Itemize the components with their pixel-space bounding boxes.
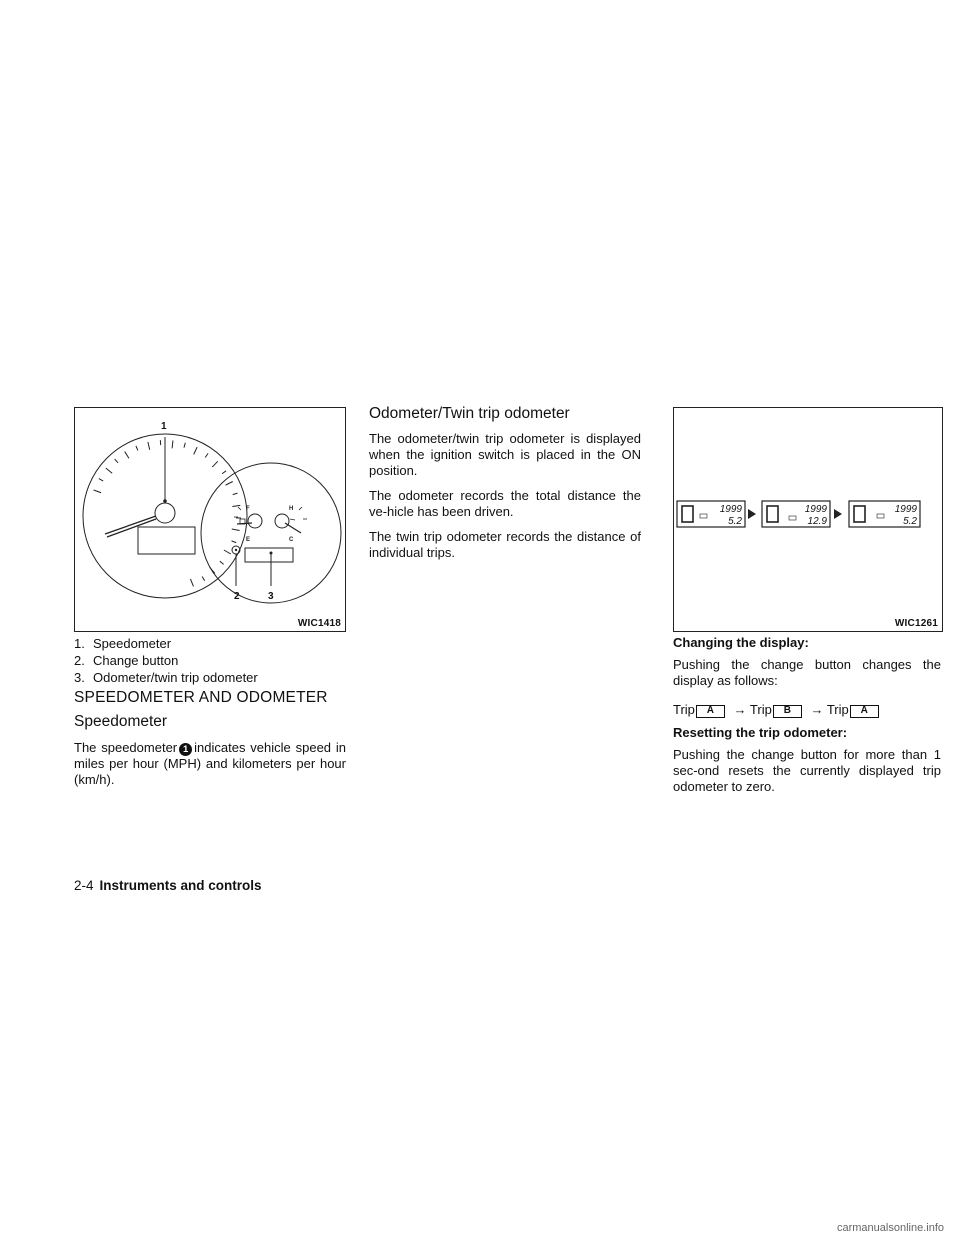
odometer-heading: Odometer/Twin trip odometer: [369, 405, 570, 422]
lcd-display-1: [677, 501, 745, 527]
speedometer-tick: [233, 493, 238, 495]
lcd-display-3: [849, 501, 920, 527]
odometer-paragraph-1: The odometer/twin trip odometer is displayed when the ignition switch is placed in the ON position.: [369, 431, 641, 478]
speedometer-tick: [224, 550, 231, 554]
fuel-empty-label: E: [246, 537, 251, 543]
temp-cold-label: C: [289, 537, 294, 543]
changing-display-heading: Changing the display:: [673, 635, 809, 650]
odo-value: 1999: [804, 504, 827, 515]
lcd-display-2: [762, 501, 830, 527]
arrow-icon: →: [810, 702, 824, 717]
odometer-paragraph-3: The twin trip odometer records the distance of individual trips.: [369, 529, 641, 560]
speedometer-tick: [190, 579, 193, 586]
trip-value: 5.2: [903, 516, 917, 527]
speedometer-heading: Speedometer: [74, 713, 168, 730]
speedometer-tick: [194, 447, 197, 454]
figure-tag: WIC1418: [297, 618, 341, 629]
speedometer-tick: [232, 541, 237, 543]
fuel-full-label: F: [246, 506, 250, 512]
watermark: carmanualsonline.info: [836, 1222, 944, 1234]
arrow-right-icon: [748, 509, 756, 519]
trip-value: 5.2: [728, 516, 742, 527]
callout-3: 3: [268, 591, 274, 602]
speedometer-tick: [226, 481, 233, 485]
page-footer: [74, 877, 262, 895]
figure-display-sequence: [673, 407, 943, 632]
speedometer-tick: [115, 459, 118, 463]
callout-marker: 1: [179, 743, 192, 756]
instrument-cluster-illustration: [75, 408, 345, 631]
display-sequence-illustration: [674, 408, 942, 631]
trip-b-indicator: B: [773, 705, 802, 718]
speedometer-tick: [172, 440, 173, 448]
speedometer-paragraph: The speedometer 1 indicates vehicle speed in miles per hour (MPH) and kilometers per hour (km/h).: [74, 740, 346, 787]
speedometer-tick: [106, 468, 112, 473]
legend-item: 1. Speedometer: [74, 636, 172, 651]
page-number: 2-4: [74, 878, 94, 893]
speedometer-tick: [184, 443, 185, 448]
speedometer-tick: [232, 529, 240, 531]
trip-a-indicator: A: [850, 705, 879, 718]
figure-legend: [74, 635, 354, 686]
odo-value: 1999: [719, 504, 742, 515]
speedometer-tick: [202, 577, 205, 581]
callout-1: 1: [161, 421, 167, 432]
resetting-paragraph: Pushing the change button for more than 1 sec-ond resets the currently displayed trip odometer to zero.: [673, 747, 941, 794]
odometer-paragraph-2: The odometer records the total distance the ve-hicle has been driven.: [369, 488, 641, 519]
figure-tag: WIC1261: [894, 618, 938, 629]
callout-2: 2: [234, 591, 240, 602]
chapter-title: Instruments and controls: [99, 878, 262, 893]
figure-instrument-cluster: [74, 407, 346, 632]
speedometer-tick: [125, 452, 129, 459]
speedometer-tick: [205, 453, 208, 457]
speedometer-tick: [222, 471, 226, 474]
trip-value: 12.9: [807, 516, 827, 527]
legend-item: 2. Change button: [74, 653, 179, 668]
section-heading: SPEEDOMETER AND ODOMETER: [74, 689, 328, 706]
changing-display-paragraph: Pushing the change button changes the display as follows:: [673, 657, 941, 688]
trip-sequence: Trip A → Trip B → Trip A: [673, 701, 884, 719]
temp-hot-label: H: [289, 506, 294, 512]
odo-value: 1999: [894, 504, 917, 515]
trip-a-indicator: A: [696, 705, 725, 718]
speedometer-tick: [212, 461, 218, 467]
resetting-heading: Resetting the trip odometer:: [673, 725, 848, 740]
speedometer-tick: [94, 490, 102, 493]
speedometer-tick: [136, 446, 138, 451]
speedometer-tick: [99, 479, 103, 481]
arrow-icon: →: [733, 702, 747, 717]
arrow-right-icon: [834, 509, 842, 519]
speedometer-tick: [148, 442, 150, 450]
speedometer-tick: [232, 505, 240, 506]
legend-item: 3. Odometer/twin trip odometer: [74, 670, 258, 685]
speedometer-tick: [220, 561, 224, 564]
